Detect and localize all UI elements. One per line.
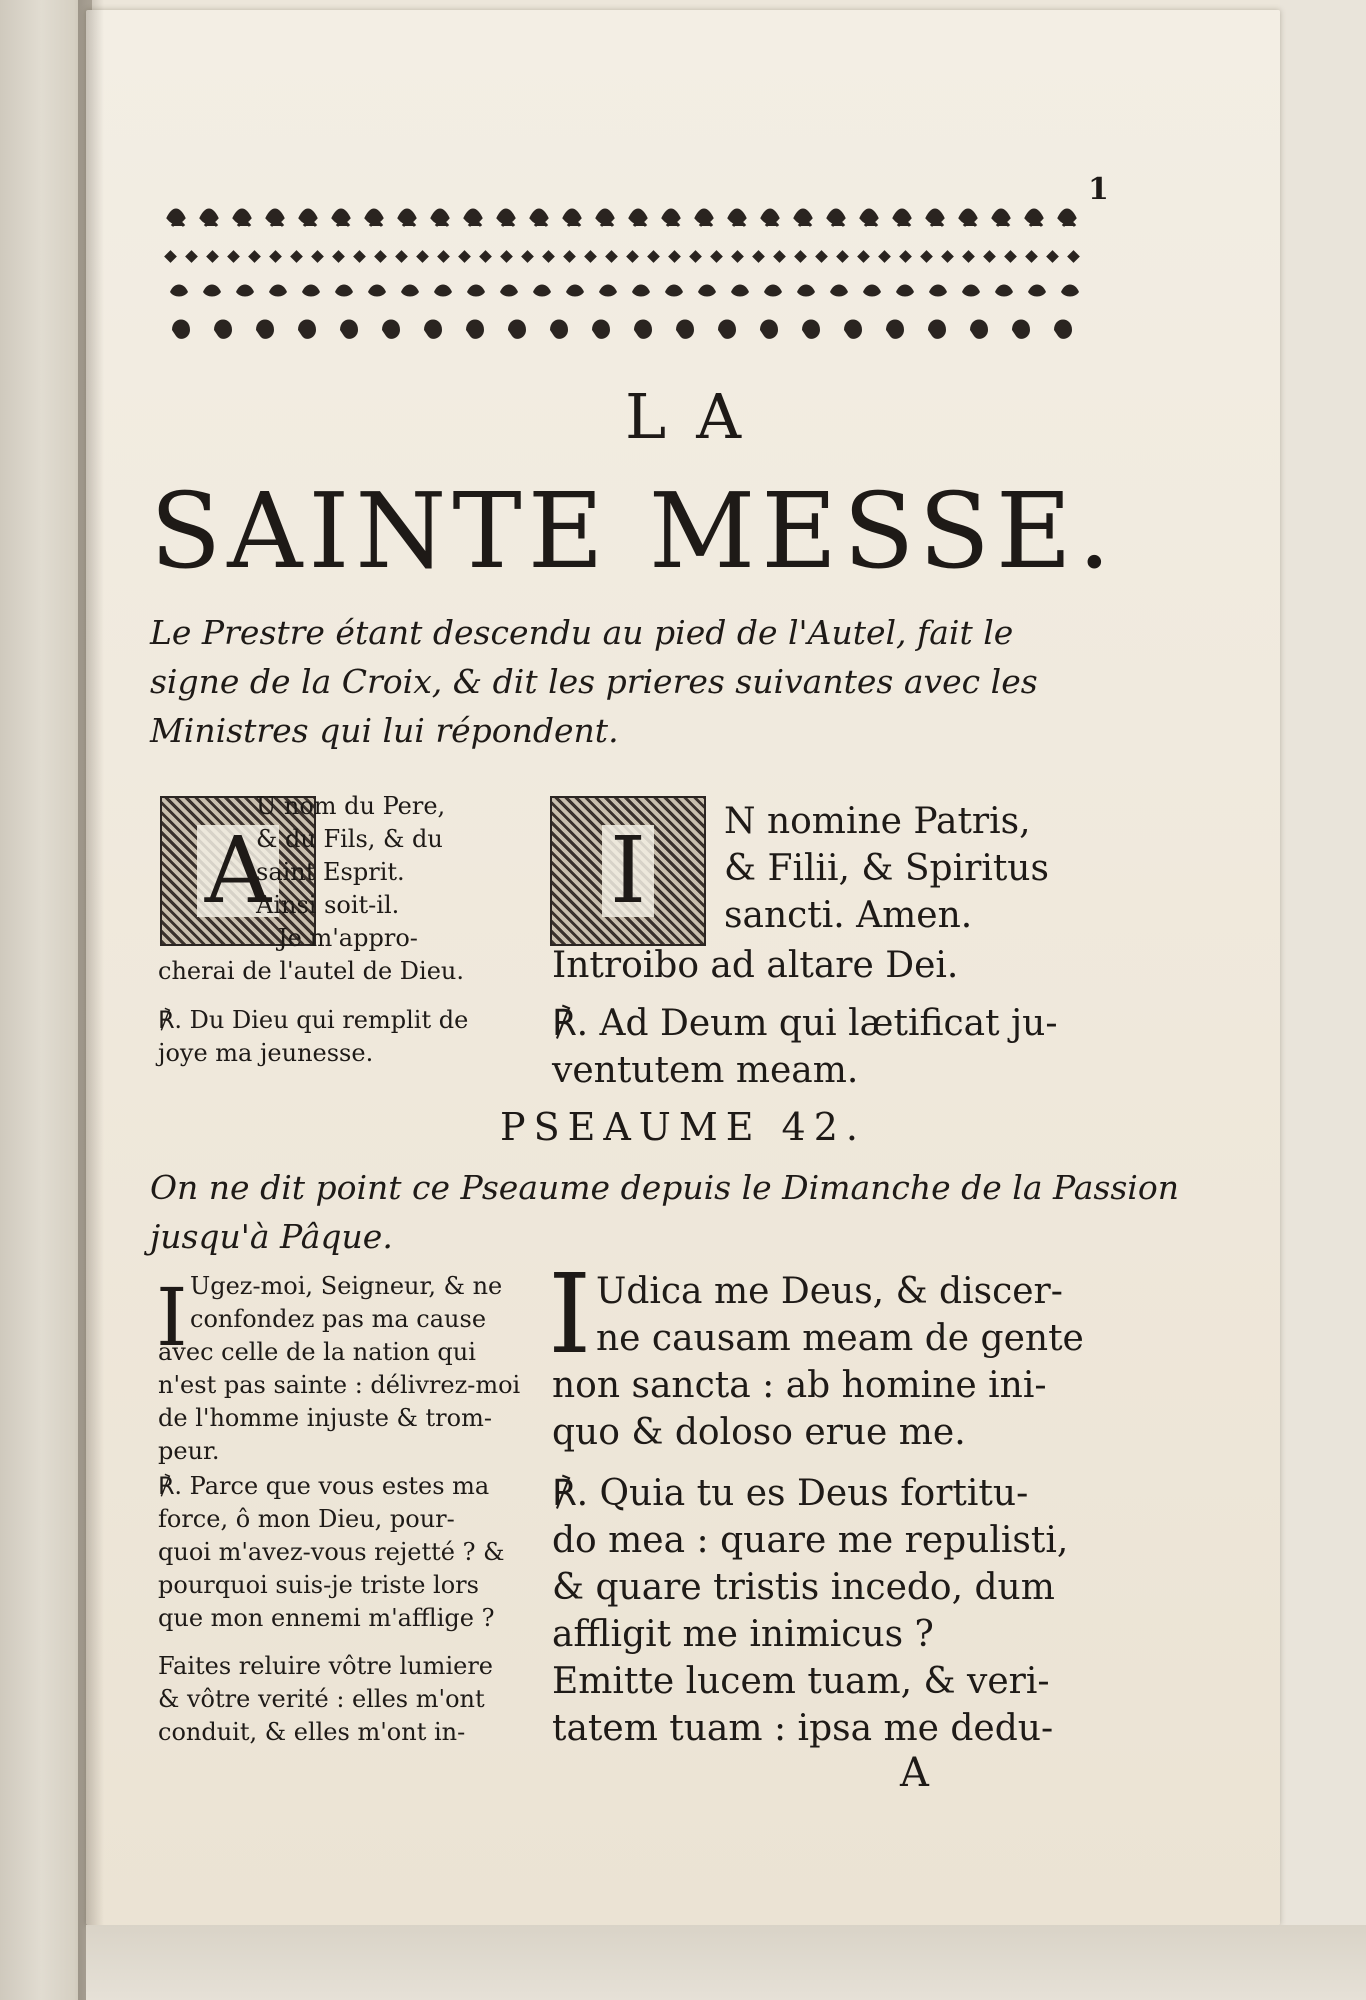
ornament-glyph [844,320,862,339]
ornament-glyph [508,320,526,339]
ornament-glyph [928,320,946,339]
text-line: n'est pas sainte : délivrez-moi [158,1371,521,1399]
ornament-glyph [465,210,481,226]
ornament-glyph [1028,285,1046,297]
latin-response [552,1000,1058,1094]
ornament-glyph [311,250,324,263]
ornament-glyph [698,285,716,297]
ornament-glyph [828,210,844,226]
text-line: avec celle de la nation qui [158,1338,476,1366]
rubric-line: On ne dit point ce Pseaume depuis le Dimanche de la Passion [150,1168,1179,1207]
text-line: tatem tuam : ipsa me dedu- [552,1708,1054,1749]
ornament-glyph [663,210,679,226]
text-line: cherai de l'autel de Dieu. [158,957,464,985]
page-title: SAINTE MESSE. [150,470,1117,592]
ornament-glyph [500,250,513,263]
text-line: confondez pas ma cause [190,1305,487,1333]
rubric-line: Le Prestre étant descendu au pied de l'Autel, fait le [150,613,1014,652]
text-line: & vôtre verité : elles m'ont [158,1685,485,1713]
decorated-initial-i [550,796,706,946]
ornament-glyph [168,210,184,226]
rubric-line: Ministres qui lui répondent. [150,711,619,750]
psalm-heading: PSEAUME 42. [500,1105,866,1149]
ornament-glyph [298,320,316,339]
ornament-glyph [300,210,316,226]
ornament-glyph [764,285,782,297]
french-response [158,1004,468,1070]
text-line: force, ô mon Dieu, pour- [158,1505,455,1533]
text-line: pourquoi suis-je triste lors [158,1571,479,1599]
ornament-glyph [592,320,610,339]
ornament-glyph [269,250,282,263]
rubric-line: signe de la Croix, & dit les prieres suivantes avec les [150,662,1038,701]
ornament-glyph [896,285,914,297]
ornament-glyph [929,285,947,297]
ornament-glyph [466,320,484,339]
ornament-glyph [1059,210,1075,226]
ornament-glyph [773,250,786,263]
ornament-glyph [647,250,660,263]
ornament-glyph [815,250,828,263]
ornament-glyph [214,320,232,339]
ornament-glyph [564,210,580,226]
ornament-glyph [941,250,954,263]
ornament-glyph [256,320,274,339]
ornament-glyph [227,250,240,263]
ornament-glyph [335,285,353,297]
ornament-glyph [533,285,551,297]
right-background [1280,0,1366,2000]
ornament-glyph [434,285,452,297]
printers-ornament-band [156,196,1096,346]
french-text-block [256,790,445,922]
ornament-glyph [729,210,745,226]
text-line: saint Esprit. [256,858,405,886]
ornament-glyph [1004,250,1017,263]
signature-mark: A [900,1750,929,1796]
ornament-glyph [437,250,450,263]
text-line: Je m'appro- [278,924,418,952]
ornament-glyph [170,285,188,297]
title-article: LA [625,380,771,453]
ornament-glyph [395,250,408,263]
ornament-glyph [458,250,471,263]
ornament-glyph [1025,250,1038,263]
ornament-glyph [584,250,597,263]
ornament-glyph [172,320,190,339]
text-line: ne causam meam de gente [596,1318,1084,1359]
ornament-glyph [236,285,254,297]
text-line: quo & doloso erue me. [552,1412,966,1453]
ornament-glyph [983,250,996,263]
ornament-glyph [1067,250,1080,263]
text-line: non sancta : ab homine ini- [552,1365,1047,1406]
ornament-glyph [1026,210,1042,226]
ornament-glyph [1012,320,1030,339]
ornament-glyph [164,250,177,263]
ornament-glyph [1054,320,1072,339]
ornament-glyph [668,250,681,263]
ornament-glyph [368,285,386,297]
ornament-glyph [1061,285,1079,297]
text-line: N nomine Patris, [724,801,1031,842]
ornament-glyph [521,250,534,263]
text-line: & quare tristis incedo, dum [552,1567,1055,1608]
ornament-glyph [248,250,261,263]
ornament-glyph [605,250,618,263]
ornament-glyph [794,250,807,263]
ornament-glyph [710,250,723,263]
text-line: affligit me inimicus ? [552,1614,934,1655]
ornament-glyph [599,285,617,297]
ornament-glyph [542,250,555,263]
text-line: ventutem meam. [552,1050,859,1091]
latin-text-block [724,798,1049,939]
ornament-glyph [995,285,1013,297]
ornament-glyph [566,285,584,297]
ornament-glyph [399,210,415,226]
ornament-glyph [731,285,749,297]
text-line: Emitte lucem tuam, & veri- [552,1661,1050,1702]
text-line: Ugez-moi, Seigneur, & ne [190,1272,503,1300]
ornament-glyph [185,250,198,263]
ornament-glyph [962,285,980,297]
ornament-glyph [424,320,442,339]
ornament-glyph [201,210,217,226]
text-line: ℟. Ad Deum qui lætificat ju- [552,1003,1058,1044]
initial-letter: A [197,825,279,917]
ornament-glyph [894,210,910,226]
initial-letter: I [602,825,654,917]
ornament-glyph [500,285,518,297]
ornament-glyph [290,250,303,263]
psalm-initial-latin: I [548,1250,592,1378]
text-line: sancti. Amen. [724,895,973,936]
ornament-glyph [374,250,387,263]
ornament-glyph [676,320,694,339]
ornament-glyph [970,320,988,339]
ornament-glyph [797,285,815,297]
text-line: Introibo ad altare Dei. [552,945,959,986]
french-text-block [158,922,464,988]
ornament-glyph [416,250,429,263]
ornament-glyph [340,320,358,339]
psalm-initial-french: I [156,1271,188,1364]
ornament-glyph [302,285,320,297]
ornament-glyph [206,250,219,263]
text-line: ℟. Parce que vous estes ma [158,1472,490,1500]
ornament-glyph [550,320,568,339]
text-line: quoi m'avez-vous rejetté ? & [158,1538,505,1566]
text-line: joye ma jeunesse. [158,1039,374,1067]
text-line: de l'homme injuste & trom- [158,1404,492,1432]
ornament-glyph [665,285,683,297]
ornament-glyph [1046,250,1059,263]
ornament-glyph [353,250,366,263]
latin-response [552,1470,1068,1752]
ornament-glyph [886,320,904,339]
ornament-glyph [432,210,448,226]
ornament-glyph [479,250,492,263]
text-line: ℟. Du Dieu qui remplit de [158,1006,469,1034]
ornament-glyph [927,210,943,226]
ornament-glyph [878,250,891,263]
ornament-glyph [689,250,702,263]
french-psalm-verse [158,1270,520,1468]
running-page-number: 1 [1088,172,1109,207]
text-line: Faites reluire vôtre lumiere [158,1652,493,1680]
ornament-glyph [203,285,221,297]
ornament-glyph [401,285,419,297]
ornament-glyph [632,285,650,297]
ornament-glyph [332,250,345,263]
ornament-glyph [857,250,870,263]
ornament-glyph [760,320,778,339]
french-response [158,1470,504,1635]
ornament-glyph [752,250,765,263]
psalm-rubric [150,1163,1179,1261]
ornament-glyph [863,285,881,297]
ornament-glyph [630,210,646,226]
ornament-glyph [634,320,652,339]
ornament-glyph [993,210,1009,226]
ornament-glyph [267,210,283,226]
text-line: peur. [158,1437,220,1465]
ornament-glyph [960,210,976,226]
latin-psalm-verse [552,1268,1084,1456]
ornament-glyph [802,320,820,339]
ornament-glyph [333,210,349,226]
text-line: que mon ennemi m'afflige ? [158,1604,495,1632]
ornament-glyph [626,250,639,263]
text-line: do mea : quare me repulisti, [552,1520,1069,1561]
table-surface [86,1925,1366,2000]
ornament-glyph [861,210,877,226]
ornament-glyph [762,210,778,226]
ornament-glyph [696,210,712,226]
ornament-glyph [498,210,514,226]
ornament-glyph [531,210,547,226]
rubric-line: jusqu'à Pâque. [150,1217,393,1256]
text-line: Ainsi soit-il. [256,891,400,919]
ornament-glyph [962,250,975,263]
ornament-glyph [899,250,912,263]
latin-text-block [552,942,958,989]
ornament-glyph [731,250,744,263]
ornament-glyph [563,250,576,263]
ornament-glyph [795,210,811,226]
text-line: U nom du Pere, [256,792,446,820]
ornament-glyph [382,320,400,339]
ornament-glyph [597,210,613,226]
spine-shadow [78,0,104,2000]
ornament-glyph [467,285,485,297]
ornament-glyph [269,285,287,297]
text-line: ℟. Quia tu es Deus fortitu- [552,1473,1029,1514]
text-line: & du Fils, & du [256,825,443,853]
ornament-glyph [234,210,250,226]
ornament-glyph [830,285,848,297]
ornament-glyph [920,250,933,263]
text-line: & Filii, & Spiritus [724,848,1049,889]
opening-rubric [150,608,1100,755]
ornament-glyph [836,250,849,263]
ornament-glyph [366,210,382,226]
french-psalm-verse [158,1650,493,1749]
text-line: Udica me Deus, & discer- [596,1271,1063,1312]
ornament-glyph [718,320,736,339]
text-line: conduit, & elles m'ont in- [158,1718,466,1746]
